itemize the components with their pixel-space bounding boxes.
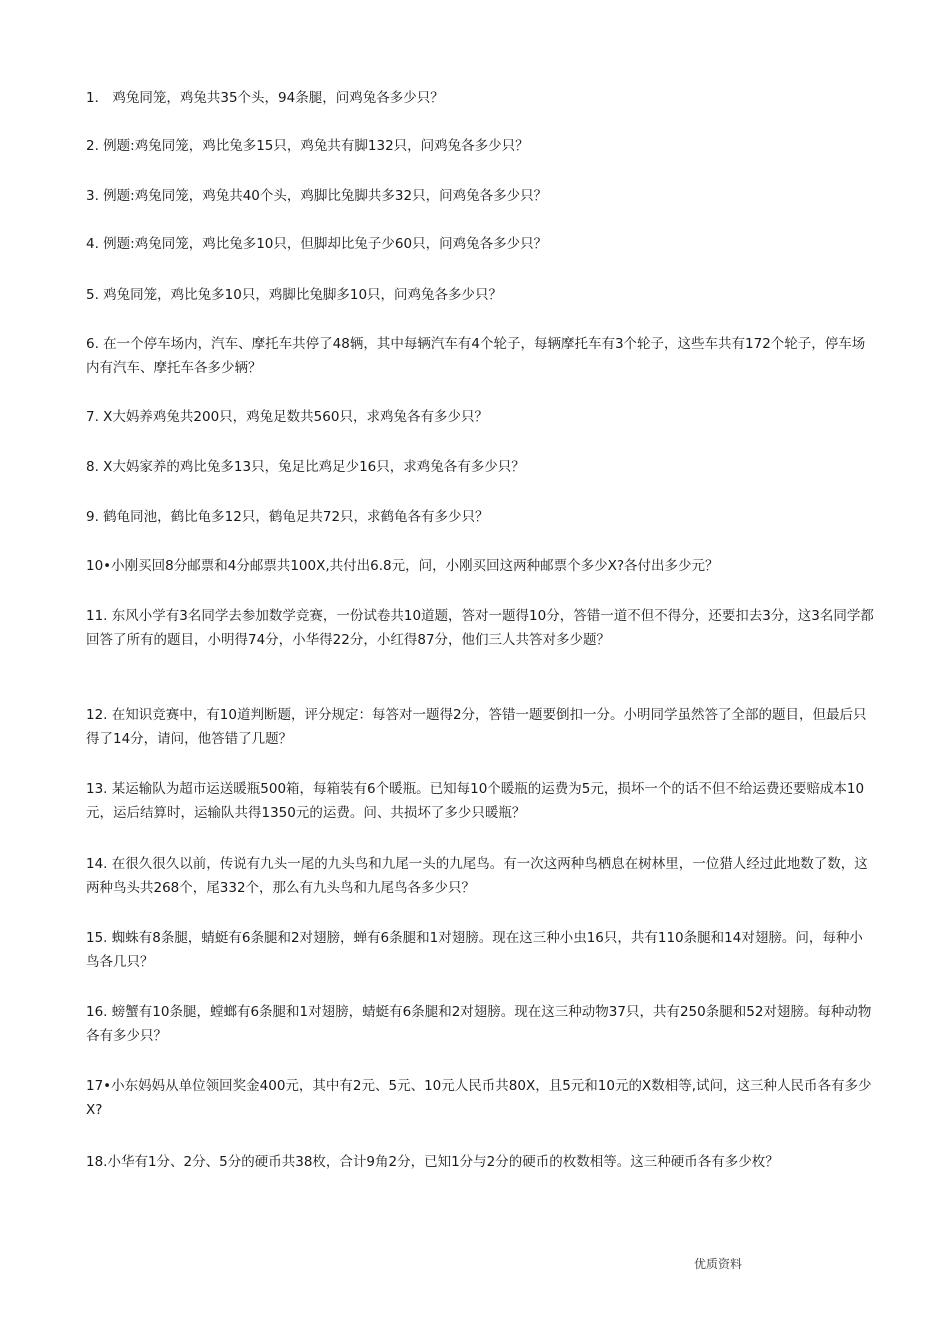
question-14: 14. 在很久很久以前，传说有九头一尾的九头鸟和九尾一头的九尾鸟。有一次这两种鸟栖息在树林里，一位猎人经过此地数了数，这两种鸟头共268个，尾332个，那么有九头鸟和九尾鸟各多少只？ xyxy=(86,856,868,896)
question-7: 7. X大妈养鸡兔共200只，鸡兔足数共560只，求鸡兔各有多少只？ xyxy=(86,409,488,425)
question-17: 17•小东妈妈从单位领回奖金400元，其中有2元、5元、10元人民币共80X，且5元和10元的X数相等,试问，这三种人民币各有多少X? xyxy=(86,1078,872,1118)
question-9: 9. 鹤龟同池，鹤比龟多12只，鹤龟足共72只，求鹤龟各有多少只？ xyxy=(86,509,489,525)
question-10: 10•小刚买回8分邮票和4分邮票共100X,共付出6.8元，问，小刚买回这两种邮票个多少X?各付出多少元？ xyxy=(86,558,719,574)
question-3: 3. 例题:鸡兔同笼，鸡兔共40个头，鸡脚比兔脚共多32只，问鸡兔各多少只？ xyxy=(86,188,548,204)
footer-watermark: 优质资料 xyxy=(694,1257,743,1271)
question-12: 12. 在知识竞赛中，有10道判断题，评分规定：每答对一题得2分，答错一题要倒扣一分。小明同学虽然答了全部的题目，但最后只得了14分，请问，他答错了几题？ xyxy=(86,707,867,747)
question-11: 11. 东风小学有3名同学去参加数学竞赛，一份试卷共10道题，答对一题得10分，答错一道不但不得分，还要扣去3分，这3名同学都回答了所有的题目，小明得74分，小华得22分，小红得87分，他们三人共答对多少题？ xyxy=(86,608,874,648)
question-1: 1． 鸡兔同笼，鸡兔共35个头，94条腿，问鸡兔各多少只？ xyxy=(86,90,444,106)
question-16: 16. 螃蟹有10条腿，螳螂有6条腿和1对翅膀，蜻蜓有6条腿和2对翅膀。现在这三种动物37只，共有250条腿和52对翅膀。每种动物各有多少只？ xyxy=(86,1004,872,1044)
question-6: 6. 在一个停车场内，汽车、摩托车共停了48辆，其中每辆汽车有4个轮子，每辆摩托车有3个轮子，这些车共有172个轮子，停车场内有汽车、摩托车各多少辆？ xyxy=(86,336,866,376)
question-18: 18.小华有1分、2分、5分的硬币共38枚，合计9角2分，已知1分与2分的硬币的枚数相等。这三种硬币各有多少枚？ xyxy=(86,1154,779,1170)
question-2: 2. 例题:鸡兔同笼，鸡比兔多15只，鸡兔共有脚132只，问鸡兔各多少只？ xyxy=(86,138,529,154)
question-13: 13. 某运输队为超市运送暖瓶500箱，每箱装有6个暖瓶。已知每10个暖瓶的运费为5元，损坏一个的话不但不给运费还要赔成本10元，运后结算时，运输队共得1350元的运费。问、共损坏了多少只暖瓶？ xyxy=(86,781,865,821)
question-5: 5. 鸡兔同笼，鸡比兔多10只，鸡脚比兔脚多10只，问鸡兔各多少只？ xyxy=(86,287,503,303)
question-8: 8. X大妈家养的鸡比兔多13只，兔足比鸡足少16只，求鸡兔各有多少只？ xyxy=(86,459,525,475)
question-4: 4. 例题:鸡兔同笼，鸡比兔多10只，但脚却比兔子少60只，问鸡兔各多少只？ xyxy=(86,236,548,252)
question-15: 15. 蜘蛛有8条腿，蜻蜓有6条腿和2对翅膀，蝉有6条腿和1对翅膀。现在这三种小虫16只，共有110条腿和14对翅膀。问，每种小鸟各几只？ xyxy=(86,930,863,970)
